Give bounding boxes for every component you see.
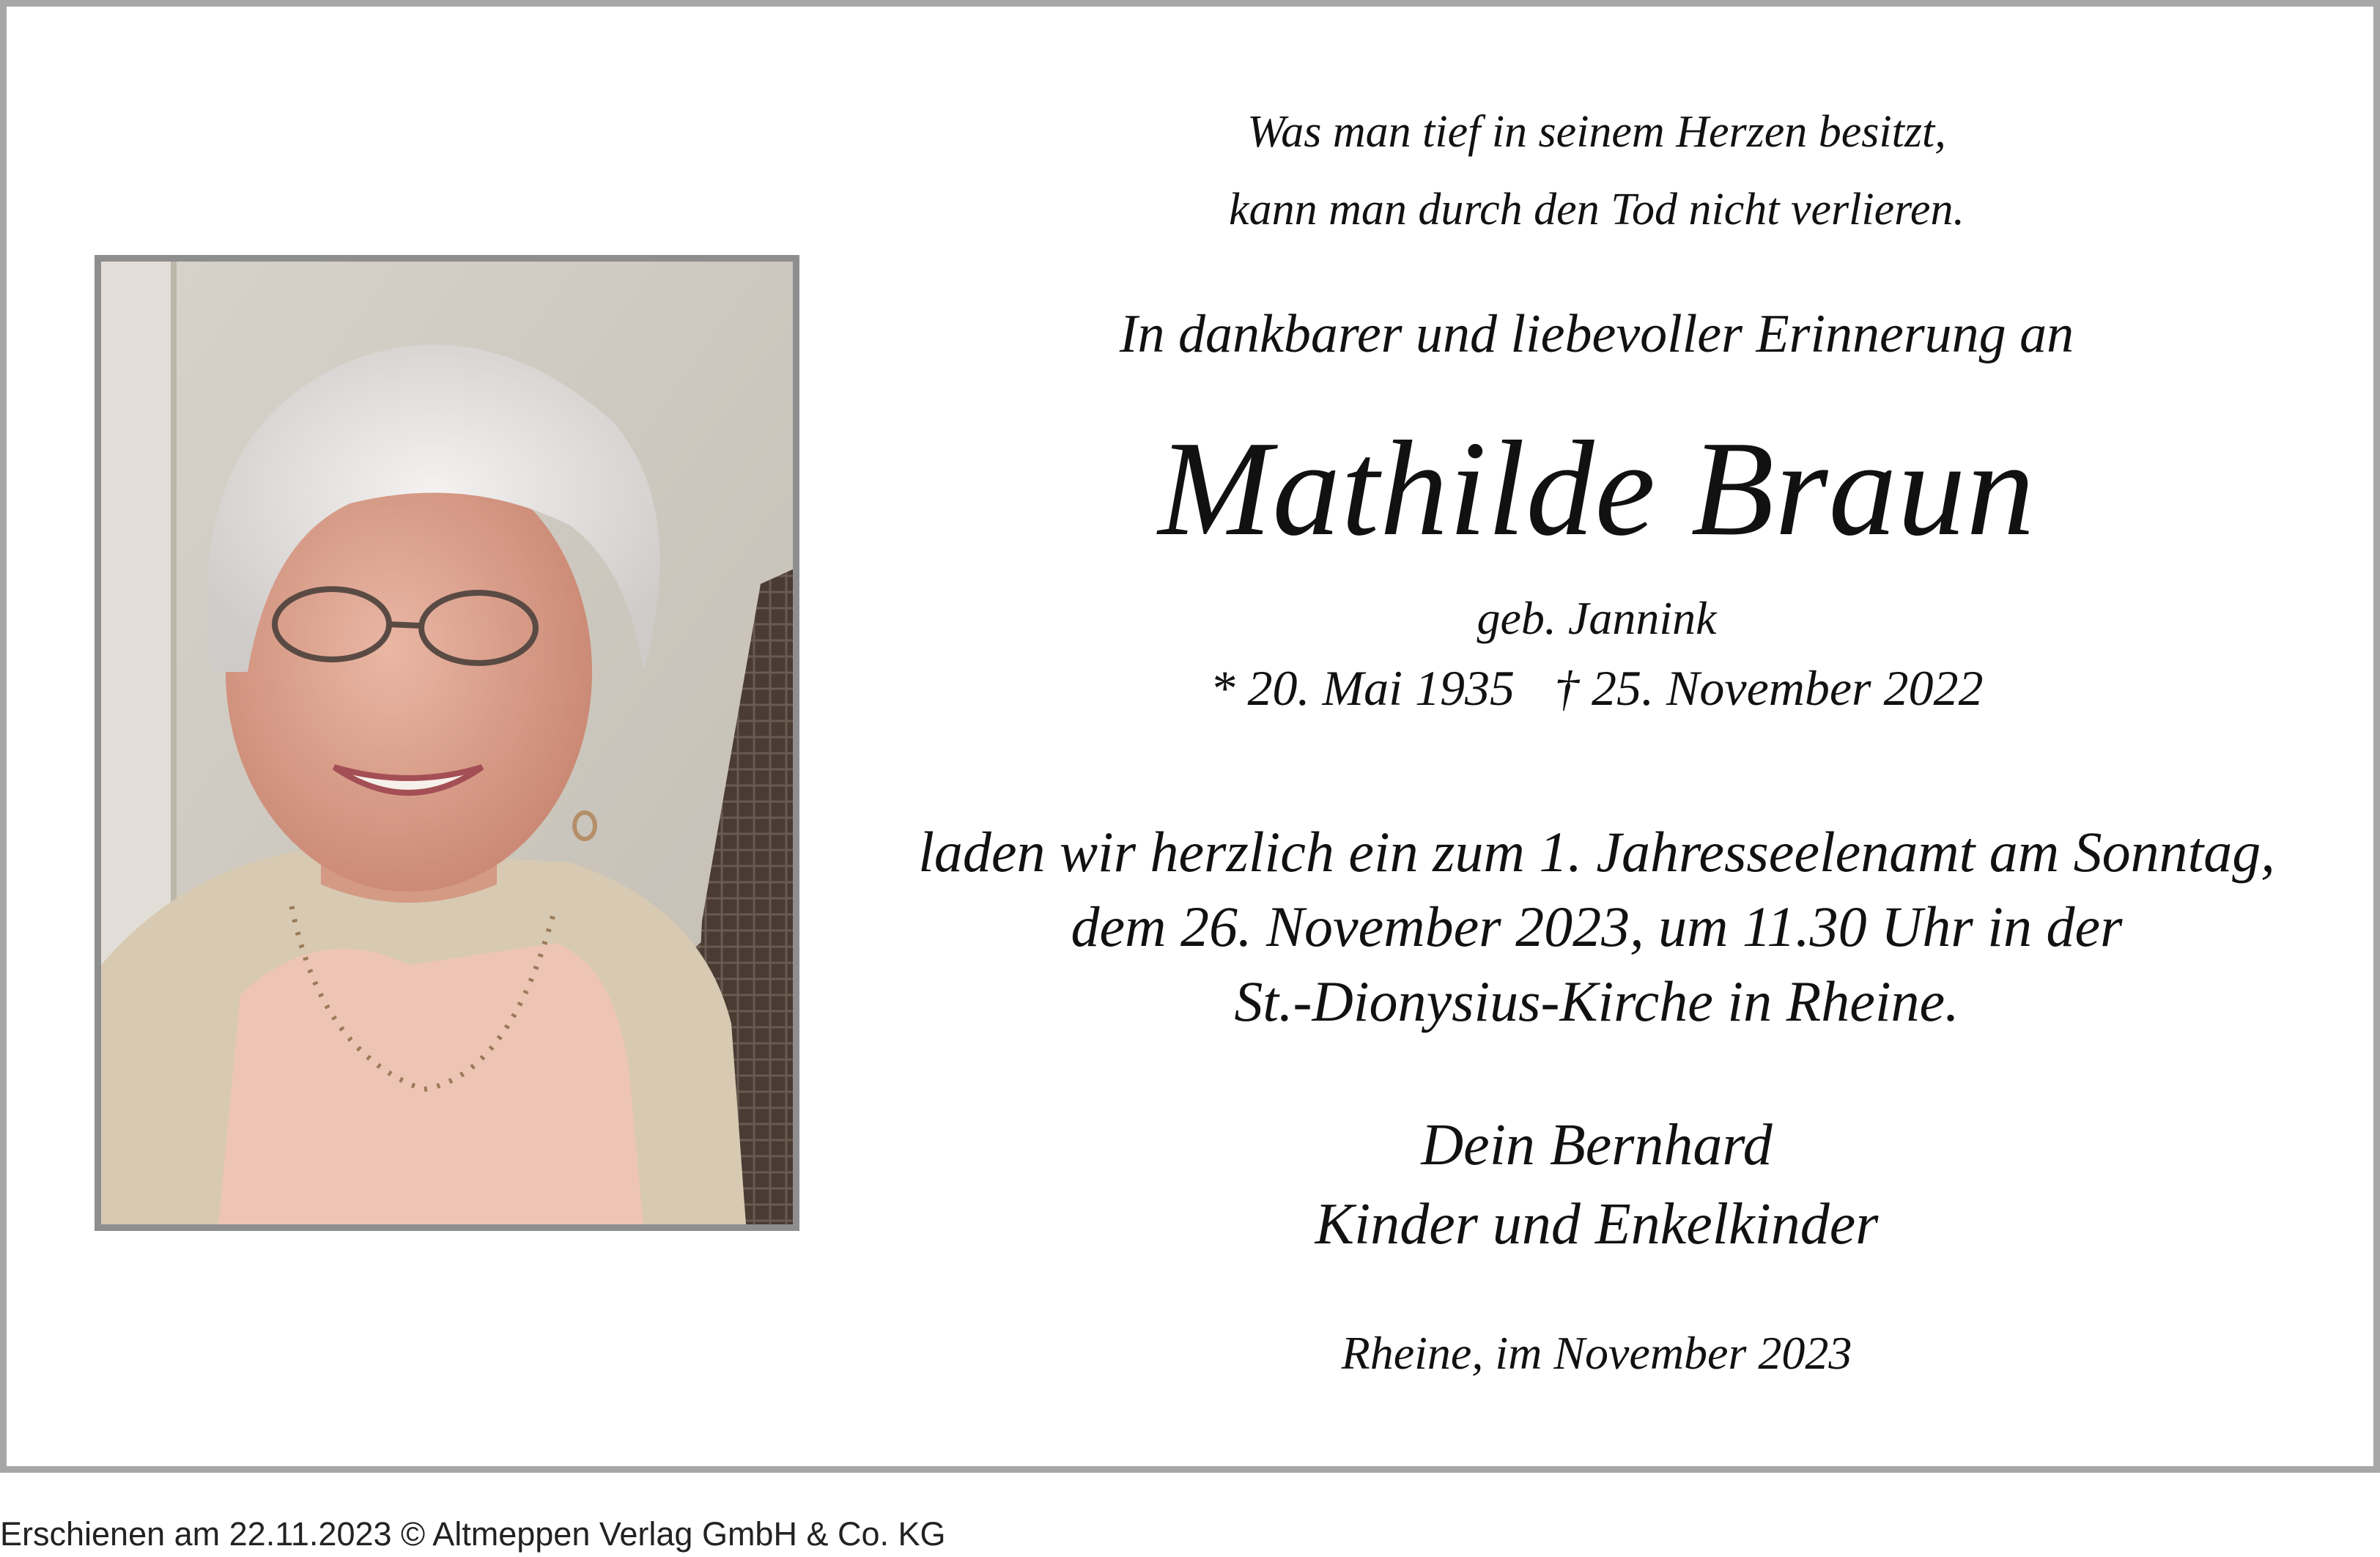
motto-line: kann man durch den Tod nicht verlieren. — [1229, 185, 1965, 234]
motto-line: Was man tief in seinem Herzen besitzt, — [1247, 107, 1946, 157]
invitation-line: laden wir herzlich ein zum 1. Jahresseelenamt am Sonntag, — [918, 820, 2275, 884]
birth-date: * 20. Mai 1935 — [1210, 660, 1515, 716]
motto-quote — [915, 93, 2278, 248]
publication-footer: Erschienen am 22.11.2023 © Altmeppen Verlag GmbH & Co. KG — [0, 1515, 946, 1553]
remembrance-intro: In dankbarer und liebevoller Erinnerung an — [1119, 304, 2074, 364]
life-dates — [915, 653, 2278, 723]
invitation-line: St.-Dionysius-Kirche in Rheine. — [1234, 969, 1959, 1033]
family-line: Dein Bernhard — [1421, 1113, 1773, 1177]
portrait-photo-icon — [101, 262, 793, 1224]
place-and-date: Rheine, im November 2023 — [1341, 1327, 1852, 1379]
deceased-name: Mathilde Braun — [1158, 413, 2036, 564]
death-date: † 25. November 2022 — [1554, 660, 1984, 716]
invitation-line: dem 26. November 2023, um 11.30 Uhr in der — [1071, 895, 2123, 958]
maiden-name: geb. Jannink — [1477, 592, 1717, 644]
family-line: Kinder und Enkelkinder — [1315, 1192, 1879, 1257]
memorial-invitation — [915, 815, 2278, 1039]
portrait-photo — [95, 255, 799, 1231]
family-signature — [915, 1106, 2278, 1264]
